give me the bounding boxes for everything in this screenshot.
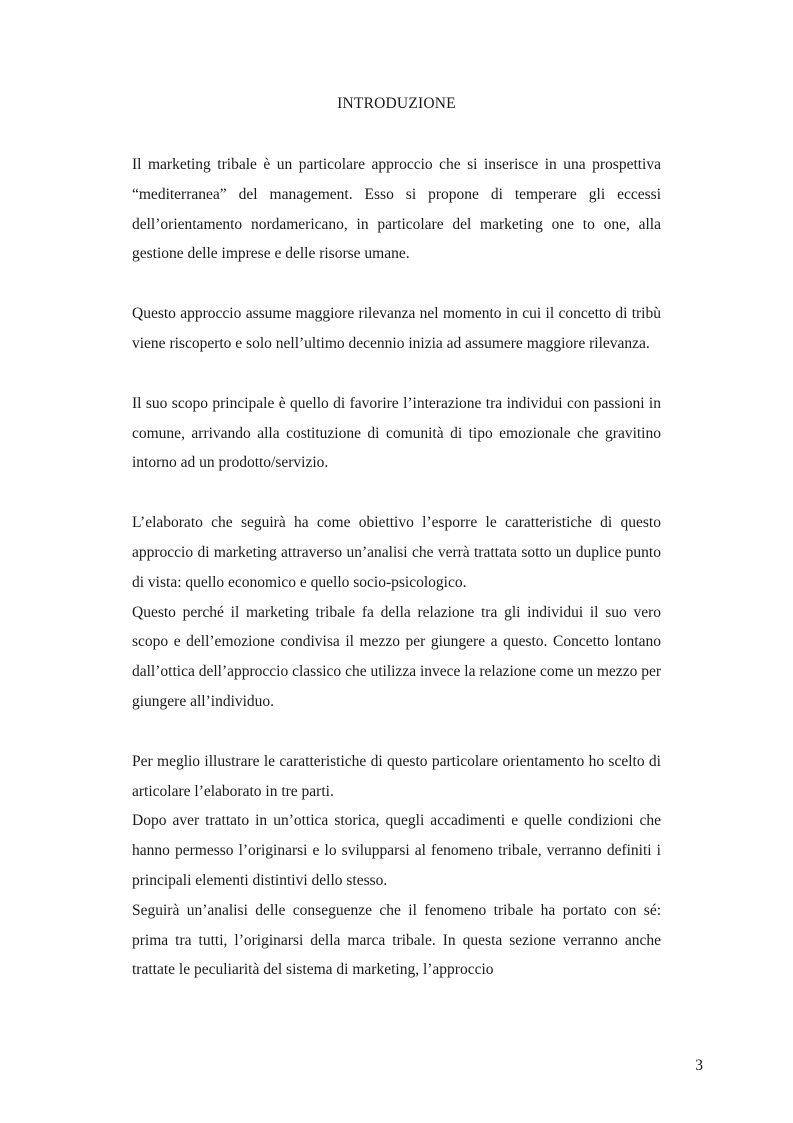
paragraph-1: Il marketing tribale è un particolare approccio che si inserisce in una prospettiva “mediterranea” del management. Esso si propone di temperare gli eccessi dell’orientamento nordamericano, in particolare del marketing one to one, alla gestione delle imprese e delle risorse umane.: [132, 156, 661, 263]
paragraph-6: Per meglio illustrare le caratteristiche di questo particolare orientamento ho scelto di articolare l’elaborato in tre parti.: [132, 752, 661, 800]
paragraph-gap: [132, 269, 661, 299]
paragraph-gap: [132, 717, 661, 747]
page-number: 3: [695, 1057, 703, 1074]
paragraph-5: Questo perché il marketing tribale fa della relazione tra gli individui il suo vero scopo e dell’emozione condivisa il mezzo per giungere a questo. Concetto lontano dall’ottica dell’approccio classico che utilizza invece la relazione come un mezzo per giungere all’individuo.: [132, 603, 661, 710]
page-title: INTRODUZIONE: [337, 95, 456, 112]
body-text: [132, 150, 661, 985]
paragraph-gap: [132, 359, 661, 389]
paragraph-2: Questo approccio assume maggiore rilevanza nel momento in cui il concetto di tribù viene riscoperto e solo nell’ultimo decennio inizia ad assumere maggiore rilevanza.: [132, 305, 661, 352]
paragraph-3: Il suo scopo principale è quello di favorire l’interazione tra individui con passioni in comune, arrivando alla costituzione di comunità di tipo emozionale che gravitino intorno ad un prodotto/servizio.: [132, 394, 661, 472]
paragraph-8: Seguirà un’analisi delle conseguenze che il fenomeno tribale ha portato con sé: prima tra tutti, l’originarsi della marca tribale. In questa sezione verranno anche trattate le peculiarità del sistema di marketing, l’approccio: [132, 901, 661, 979]
paragraph-4: L’elaborato che seguirà ha come obiettivo l’esporre le caratteristiche di questo approccio di marketing attraverso un’analisi che verrà trattata sotto un duplice punto di vista: quello economico e quello socio-psicologico.: [132, 514, 661, 591]
paragraph-gap: [132, 478, 661, 508]
paragraph-7: Dopo aver trattato in un’ottica storica, quegli accadimenti e quelle condizioni che hanno permesso l’originarsi e lo svilupparsi al fenomeno tribale, verranno definiti i principali elementi distintivi dello stesso.: [132, 812, 661, 889]
